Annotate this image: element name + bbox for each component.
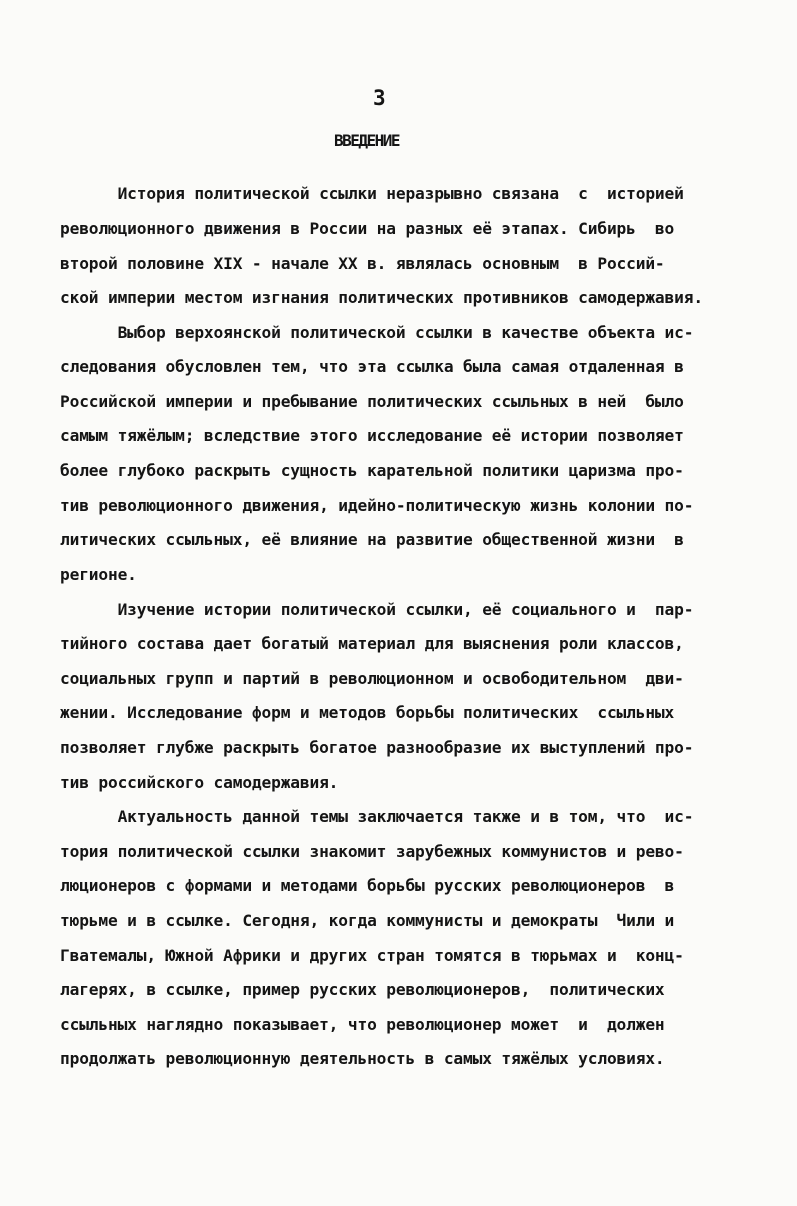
text-line: регионе.: [60, 565, 137, 584]
text-line: люционеров с формами и методами борьбы русских революционеров в: [60, 876, 675, 895]
text-line: тив российского самодержавия.: [60, 773, 339, 792]
text-line: более глубоко раскрыть сущность карательной политики царизма про-: [60, 461, 684, 480]
text-line: продолжать революционную деятельность в самых тяжёлых условиях.: [60, 1049, 665, 1068]
text-line: Актуальность данной темы заключается также и в том, что ис-: [60, 807, 694, 826]
text-line: История политической ссылки неразрывно связана с историей: [60, 184, 684, 203]
page-number: 3: [373, 86, 386, 110]
text-line: тория политической ссылки знакомит зарубежных коммунистов и рево-: [60, 842, 684, 861]
text-line: жении. Исследование форм и методов борьбы политических ссыльных: [60, 703, 675, 722]
text-line: второй половине XIX - начале XX в. являлась основным в Россий-: [60, 254, 665, 273]
text-line: тив революционного движения, идейно-политическую жизнь колонии по-: [60, 496, 694, 515]
page-title: ВВЕДЕНИЕ: [334, 131, 400, 150]
text-line: социальных групп и партий в революционном и освободительном дви-: [60, 669, 684, 688]
text-line: ссыльных наглядно показывает, что революционер может и должен: [60, 1015, 665, 1034]
text-line: Изучение истории политической ссылки, её социального и пар-: [60, 600, 694, 619]
text-line: позволяет глубже раскрыть богатое разнообразие их выступлений про-: [60, 738, 694, 757]
text-line: ской империи местом изгнания политических противников самодержавия.: [60, 288, 703, 307]
text-line: Гватемалы, Южной Африки и других стран томятся в тюрьмах и конц-: [60, 946, 684, 965]
text-line: Российской империи и пребывание политических ссыльных в ней было: [60, 392, 684, 411]
text-line: революционного движения в России на разных её этапах. Сибирь во: [60, 219, 675, 238]
text-line: тюрьме и в ссылке. Сегодня, когда коммунисты и демократы Чили и: [60, 911, 675, 930]
text-line: следования обусловлен тем, что эта ссылка была самая отдаленная в: [60, 357, 684, 376]
text-line: лагерях, в ссылке, пример русских революционеров, политических: [60, 980, 665, 999]
text-line: тийного состава дает богатый материал для выяснения роли классов,: [60, 634, 684, 653]
text-line: Выбор верхоянской политической ссылки в качестве объекта ис-: [60, 323, 694, 342]
text-line: литических ссыльных, её влияние на развитие общественной жизни в: [60, 530, 684, 549]
text-line: самым тяжёлым; вследствие этого исследование её истории позволяет: [60, 426, 684, 445]
